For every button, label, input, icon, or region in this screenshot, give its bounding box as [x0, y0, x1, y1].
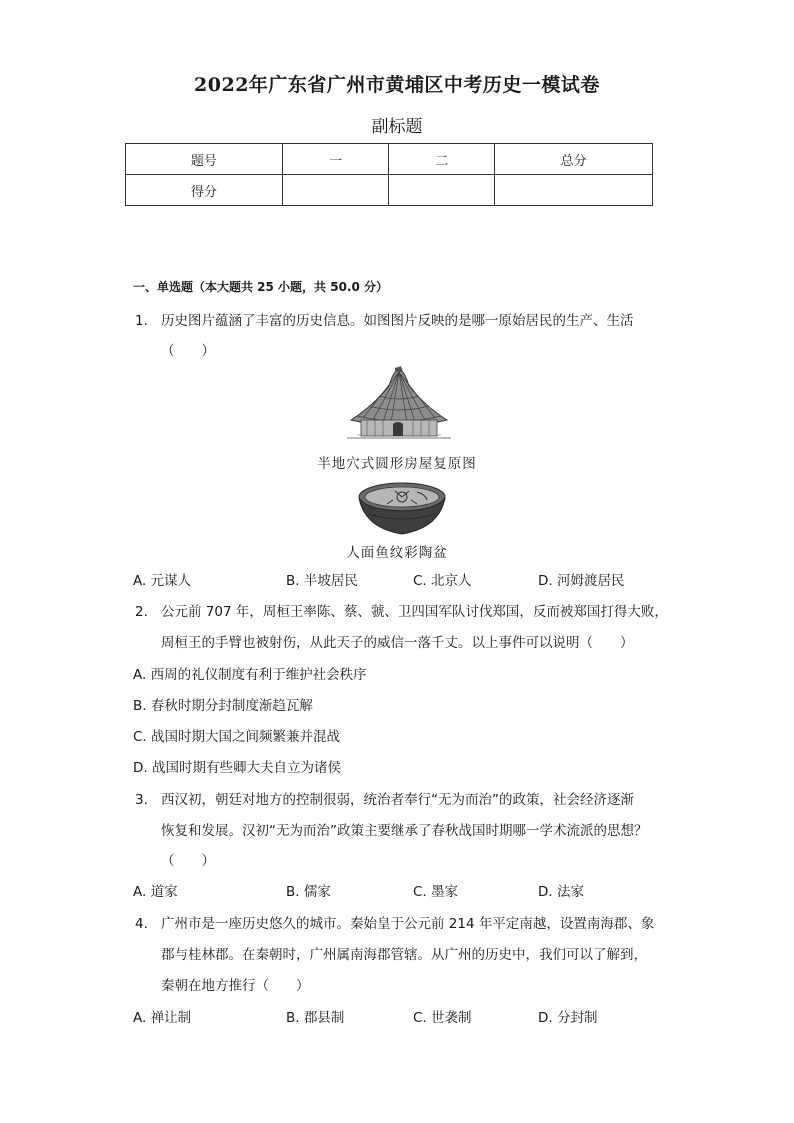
option-c: C. 北京人: [413, 573, 472, 589]
question-text: 历史图片蕴涵了丰富的历史信息。如图图片反映的是哪一原始居民的生产、生活: [161, 313, 634, 329]
question-4-line: [135, 912, 654, 932]
question-2-line: 周桓王的手臂也被射伤，从此天子的威信一落千丈。以上事件可以说明（ ）: [161, 635, 634, 651]
question-number: 4.: [135, 916, 148, 932]
score-table-header: 一: [282, 144, 389, 175]
page-title: 2022年广东省广州市黄埔区中考历史一模试卷: [194, 74, 600, 96]
option-a: A. 禅让制: [133, 1010, 192, 1026]
question-1-line: [135, 309, 634, 329]
option-a: A. 元谋人: [133, 573, 192, 589]
question-3-line: [135, 788, 634, 808]
score-cell: [389, 175, 495, 206]
question-2-line: [135, 600, 668, 620]
question-number: 3.: [135, 792, 148, 808]
option-b: B. 春秋时期分封制度渐趋瓦解: [133, 698, 313, 714]
option-a: A. 道家: [133, 884, 178, 900]
score-table-header: 题号: [126, 144, 283, 175]
option-d: D. 分封制: [538, 1010, 598, 1026]
section-heading: 一、单选题（本大题共 25 小题，共 50.0 分）: [133, 280, 389, 294]
score-table-header: 总分: [495, 144, 653, 175]
question-1-line: （ ）: [161, 343, 215, 359]
option-c: C. 墨家: [413, 884, 459, 900]
image-caption-basin: 人面鱼纹彩陶盆: [346, 545, 448, 561]
option-a: A. 西周的礼仪制度有利于维护社会秩序: [133, 667, 367, 683]
pottery-basin-illustration: [357, 480, 447, 538]
question-number: 2.: [135, 604, 148, 620]
page-subtitle: 副标题: [371, 117, 423, 137]
option-b: B. 儒家: [286, 884, 331, 900]
question-text: 西汉初，朝廷对地方的控制很弱，统治者奉行“无为而治”的政策，社会经济逐渐: [161, 792, 634, 808]
hut-illustration: [343, 362, 455, 442]
score-table-row: [126, 175, 653, 206]
score-table-header-row: [126, 144, 653, 175]
option-d: D. 法家: [538, 884, 584, 900]
question-4-line: 郡与桂林郡。在秦朝时，广州属南海郡管辖。从广州的历史中，我们可以了解到，: [161, 947, 647, 963]
score-table: [125, 143, 653, 206]
option-d: D. 河姆渡居民: [538, 573, 625, 589]
question-text: 广州市是一座历史悠久的城市。秦始皇于公元前 214 年平定南越，设置南海郡、象: [161, 916, 655, 932]
image-caption-hut: 半地穴式圆形房屋复原图: [317, 456, 477, 472]
question-3-line: （ ）: [161, 853, 215, 869]
option-b: B. 郡县制: [286, 1010, 345, 1026]
option-c: C. 战国时期大国之间频繁兼并混战: [133, 729, 341, 745]
option-b: B. 半坡居民: [286, 573, 358, 589]
score-cell: [495, 175, 653, 206]
question-text: 公元前 707 年，周桓王率陈、蔡、虢、卫四国军队讨伐郑国，反而被郑国打得大败，: [161, 604, 668, 620]
score-table-header: 二: [389, 144, 495, 175]
question-4-line: 秦朝在地方推行（ ）: [161, 978, 310, 994]
question-number: 1.: [135, 313, 148, 329]
score-row-label: 得分: [126, 175, 283, 206]
question-3-line: 恢复和发展。汉初“无为而治”政策主要继承了春秋战国时期哪一学术流派的思想？: [161, 823, 648, 839]
option-d: D. 战国时期有些卿大夫自立为诸侯: [133, 760, 341, 776]
score-cell: [282, 175, 389, 206]
option-c: C. 世袭制: [413, 1010, 472, 1026]
